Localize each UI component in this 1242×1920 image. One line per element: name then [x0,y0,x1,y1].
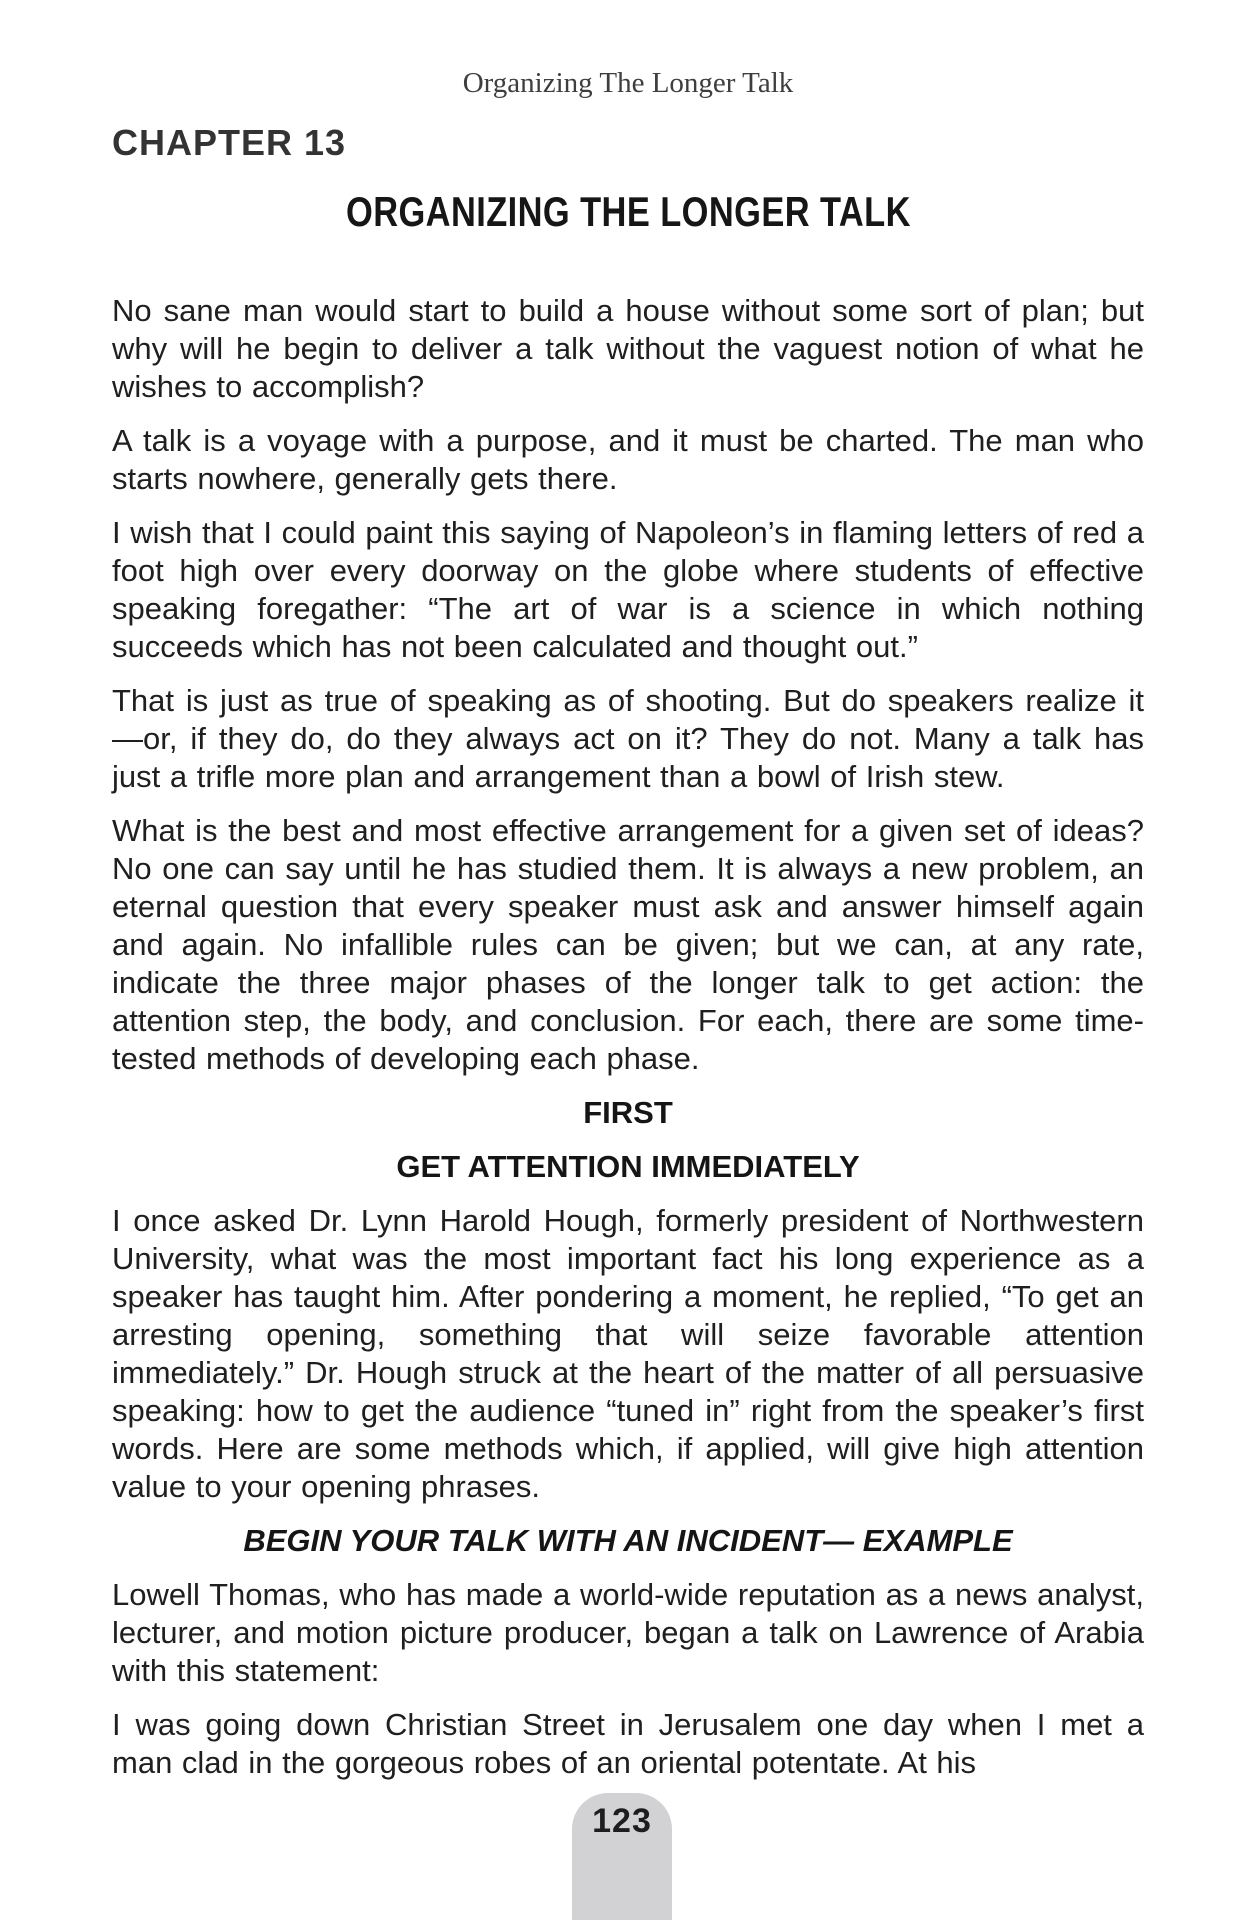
page-title-text: ORGANIZING THE LONGER TALK [345,188,911,235]
paragraph: Lowell Thomas, who has made a world-wide reputation as a news analyst, lecturer, and motion picture producer, began a talk on Lawrence of Arabia with this statement: [112,1577,1144,1688]
page-title [112,188,1144,236]
running-header: Organizing The Longer Talk [462,67,794,99]
paragraph: That is just as true of speaking as of shooting. But do speakers realize it—or, if they do, do they always act on it? They do not. Many a talk has just a trifle more plan and arrangement than a bowl of Irish stew. [112,683,1144,794]
paragraph: No sane man would start to build a house without some sort of plan; but why will he begin to deliver a talk without the vaguest notion of what he wishes to accomplish? [112,293,1144,404]
chapter-label: CHAPTER 13 [112,122,347,163]
section-heading-attention: GET ATTENTION IMMEDIATELY [396,1149,860,1184]
paragraph: I wish that I could paint this saying of Napoleon’s in flaming letters of red a foot high over every doorway on the globe where students of effective speaking foregather: “The art of war is a science in which nothing succeeds which has not been calculated and thought out.” [112,515,1144,664]
page-number-tab [572,1793,672,1920]
page-number: 123 [592,1802,652,1840]
paragraph: I was going down Christian Street in Jerusalem one day when I met a man clad in the gorgeous robes of an oriental potentate. At his [112,1707,1144,1780]
section-heading-incident: BEGIN YOUR TALK WITH AN INCIDENT— EXAMPLE [243,1523,1013,1558]
paragraph: A talk is a voyage with a purpose, and it must be charted. The man who starts nowhere, generally gets there. [112,423,1144,496]
page-body [112,292,1144,1798]
paragraph: I once asked Dr. Lynn Harold Hough, formerly president of Northwestern University, what was the most important fact his long experience as a speaker has taught him. After pondering a moment, he replied, “To get an arresting opening, something that will seize favorable attention immediately.” Dr. Hough struck at the heart of the matter of all persuasive speaking: how to get the audience “tuned in” right from the speaker’s first words. Here are some methods which, if applied, will give high attention value to your opening phrases. [112,1203,1144,1504]
paragraph: What is the best and most effective arrangement for a given set of ideas? No one can say until he has studied them. It is always a new problem, an eternal question that every speaker must ask and answer himself again and again. No infallible rules can be given; but we can, at any rate, indicate the three major phases of the longer talk to get action: the attention step, the body, and conclusion. For each, there are some time-tested methods of developing each phase. [112,813,1144,1076]
section-kicker: FIRST [583,1095,673,1130]
